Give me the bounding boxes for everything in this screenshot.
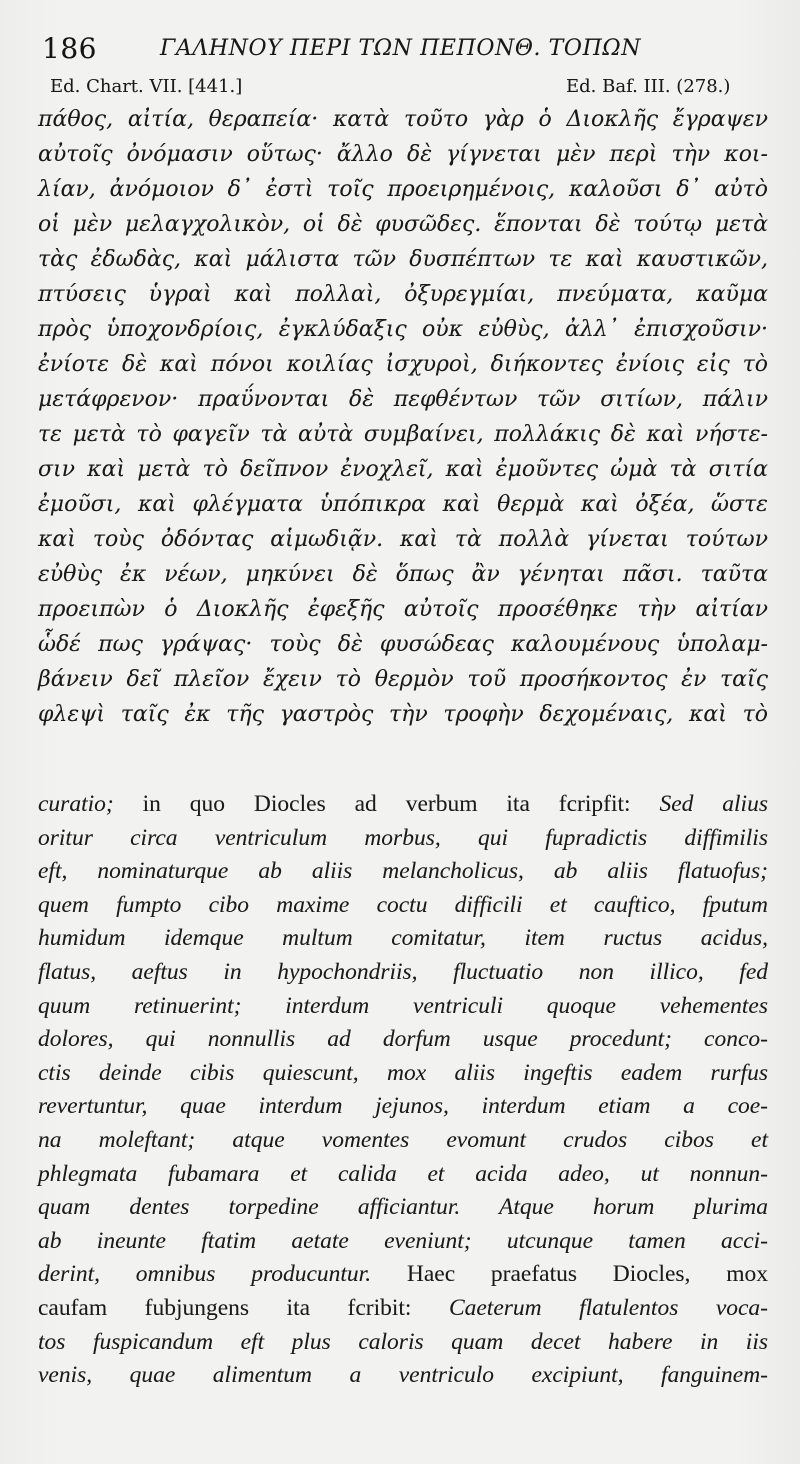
latin-line: quum retinuerint; interdum ventriculi quoque vehementes [38, 992, 768, 1019]
greek-line: τε μετὰ τὸ φαγεῖν τὰ αὐτὰ συμβαίνει, πολλάκις δὲ καὶ νήστε- [38, 422, 768, 447]
latin-segment-italic: curatio; [38, 791, 143, 817]
page-number: 186 [42, 32, 97, 65]
latin-segment-italic: Sed alius [659, 791, 768, 817]
latin-segment-roman: in quo Diocles ad verbum ita fcripfit: [142, 791, 660, 817]
latin-line: oritur circa ventriculum morbus, qui fupradictis diffimilis [38, 824, 768, 851]
greek-line: ἐνίοτε δὲ καὶ πόνοι κοιλίας ἰσχυροὶ, διήκοντες ἐνίοις εἰς τὸ [38, 352, 768, 377]
greek-line: οἱ μὲν μελαγχολικὸν, οἱ δὲ φυσῶδες. ἕπονται δὲ τούτῳ μετὰ [38, 212, 768, 237]
latin-line: flatus, aeftus in hypochondriis, fluctuatio non illico, fed [38, 958, 768, 985]
greek-line: πτύσεις ὑγραὶ καὶ πολλαὶ, ὀξυρεγμίαι, πνεύματα, καῦμα [38, 282, 768, 307]
greek-line: εὐθὺς ἐκ νέων, μηκύνει δὲ ὅπως ἂν γένηται πᾶσι. ταῦτα [38, 562, 768, 587]
latin-line: humidum idemque multum comitatur, item ructus acidus, [38, 925, 768, 952]
latin-segment-roman: caufam fubjungens ita fcribit: [38, 1294, 449, 1321]
greek-line: φλεψὶ ταῖς ἐκ τῆς γαστρὸς τὴν τροφὴν δεχομέναις, καὶ τὸ [38, 702, 768, 727]
running-title: ΓΑΛΗΝΟΥ ΠΕΡΙ ΤΩΝ ΠΕΠΟΝΘ. ΤΟΠΩΝ [160, 36, 642, 61]
latin-line: phlegmata fubamara et calida et acida adeo, ut nonnun- [38, 1160, 768, 1187]
greek-line: βάνειν δεῖ πλεῖον ἔχειν τὸ θερμὸν τοῦ προσήκοντος ἐν ταῖς [38, 667, 768, 692]
latin-line: dolores, qui nonnullis ad dorfum usque procedunt; conco- [38, 1026, 768, 1053]
latin-line: ab ineunte ftatim aetate eveniunt; utcunque tamen acci- [38, 1227, 768, 1254]
page-header [42, 32, 762, 72]
latin-line: venis, quae alimentum a ventriculo excipiunt, fanguinem- [38, 1362, 768, 1389]
latin-line: quam dentes torpedine afficiantur. Atque horum plurima [38, 1194, 768, 1221]
latin-segment-italic: Caeterum flatulentos voca- [448, 1294, 769, 1321]
greek-line: προειπὼν ὁ Διοκλῆς ἐφεξῆς αὐτοῖς προσέθηκε τὴν αἰτίαν [38, 597, 768, 622]
latin-line: quem fumpto cibo maxime coctu difficili et cauftico, fputum [38, 891, 768, 918]
latin-line: ctis deinde cibis quiescunt, mox aliis ingeftis eadem rurfus [38, 1059, 768, 1086]
latin-line [38, 1292, 768, 1326]
greek-line: ἐμοῦσι, καὶ φλέγματα ὑπόπικρα καὶ θερμὰ καὶ ὀξέα, ὥστε [38, 492, 768, 517]
latin-line: revertuntur, quae interdum jejunos, interdum etiam a coe- [38, 1093, 768, 1120]
latin-line: tos fuspicandum eft plus caloris quam decet habere in iis [38, 1328, 768, 1355]
latin-line: eft, nominaturque ab aliis melancholicus, ab aliis flatuofus; [38, 858, 768, 885]
greek-line: ὧδέ πως γράψας· τοὺς δὲ φυσώδεας καλουμένους ὑπολαμ- [38, 632, 768, 657]
latin-translation-block [38, 788, 768, 1393]
latin-segment-italic: derint, omnibus producuntur. [38, 1261, 407, 1288]
greek-line: λίαν, ἀνόμοιον δ᾽ ἐστὶ τοῖς προειρημένοις, καλοῦσι δ᾽ αὐτὸ [38, 177, 768, 202]
latin-line [38, 1258, 768, 1292]
greek-line: τὰς ἐδωδὰς, καὶ μάλιστα τῶν δυσπέπτων τε καὶ καυστικῶν, [38, 247, 768, 272]
greek-line: καὶ τοὺς ὀδόντας αἱμωδιᾷν. καὶ τὰ πολλὰ γίνεται τούτων [38, 527, 768, 552]
latin-line: na moleftant; atque vomentes evomunt crudos cibos et [38, 1126, 768, 1153]
greek-line: σιν καὶ μετὰ τὸ δεῖπνον ἐνοχλεῖ, καὶ ἐμοῦντες ὠμὰ τὰ σιτία [38, 457, 768, 482]
latin-line [38, 788, 768, 822]
greek-line: πρὸς ὑποχονδρίοις, ἐγκλύδαξις οὐκ εὐθὺς, ἀλλ᾽ ἐπισχοῦσιν· [38, 317, 768, 342]
latin-segment-roman: Haec praefatus Diocles, mox [406, 1261, 768, 1288]
greek-line: πάθος, αἰτία, θεραπεία· κατὰ τοῦτο γὰρ ὁ Διοκλῆς ἔγραψεν [38, 107, 768, 132]
edition-reference-right: Ed. Baf. III. (278.) [566, 76, 731, 97]
greek-text-block [38, 102, 768, 732]
greek-line: αὐτοῖς ὀνόμασιν οὕτως· ἄλλο δὲ γίγνεται μὲν περὶ τὴν κοι- [38, 142, 768, 167]
greek-line: μετάφρενον· πραΰνονται δὲ πεφθέντων τῶν σιτίων, πάλιν [38, 387, 768, 412]
edition-reference-left: Ed. Chart. VII. [441.] [50, 76, 243, 97]
